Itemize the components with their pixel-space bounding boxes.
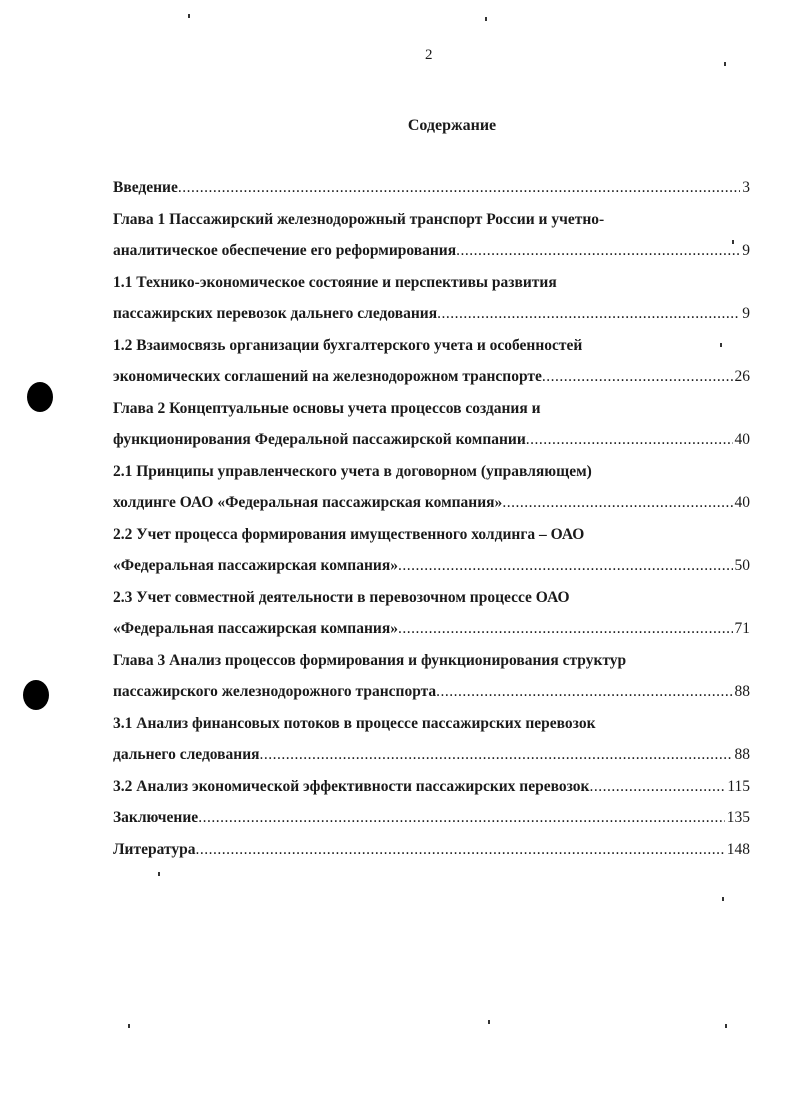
scan-speck (724, 62, 726, 66)
binder-hole (23, 680, 49, 710)
toc-page-number: 135 (726, 809, 750, 826)
toc-entry-text: Глава 2 Концептуальные основы учета процессов создания и (113, 399, 541, 417)
scan-speck (725, 1024, 727, 1028)
toc-entry-text: 3.2 Анализ экономической эффективности пассажирских перевозок (113, 777, 590, 795)
leader-dots (502, 487, 732, 519)
leader-dots (436, 676, 732, 708)
toc-page-number: 40 (734, 431, 750, 448)
toc-entry-text: Введение (113, 179, 178, 196)
scan-speck (188, 14, 190, 18)
toc-entry-text: 3.1 Анализ финансовых потоков в процессе пассажирских перевозок (113, 714, 596, 732)
toc-entry-text: экономических соглашений на железнодорожном транспорте (113, 368, 542, 385)
toc-page-number: 71 (734, 620, 750, 637)
toc-entry-conclusion[interactable] (113, 802, 750, 834)
toc-entry-text: 2.1 Принципы управленческого учета в договорном (управляющем) (113, 462, 592, 480)
toc-page-number: 40 (734, 494, 750, 511)
toc-page-number: 3 (742, 179, 750, 196)
toc-entry-text: пассажирского железнодорожного транспорта (113, 683, 437, 700)
toc-entry-section-3-1[interactable] (113, 708, 750, 771)
scan-speck (720, 343, 722, 347)
toc-entry-text: пассажирских перевозок дальнего следования (113, 305, 438, 322)
leader-dots (456, 235, 740, 267)
toc-entry-text: «Федеральная пассажирская компания» (113, 557, 398, 574)
toc-entry-section-2-1[interactable] (113, 456, 750, 519)
binder-hole (27, 382, 53, 412)
toc-page-number: 115 (727, 777, 750, 795)
leader-dots (589, 771, 725, 803)
toc-entry-text: 2.2 Учет процесса формирования имущественного холдинга – ОАО (113, 525, 585, 543)
toc-page-number: 50 (734, 557, 750, 574)
toc-entry-section-3-2[interactable] (113, 771, 750, 803)
toc-entry-chapter-1[interactable] (113, 204, 750, 267)
toc-entry-text: функционирования Федеральной пассажирской компании (113, 431, 526, 448)
toc-entry-text: дальнего следования (113, 746, 260, 763)
scan-speck (722, 897, 724, 901)
table-of-contents (113, 172, 750, 865)
scan-speck (485, 17, 487, 21)
toc-entry-literature[interactable] (113, 834, 750, 866)
toc-entry-section-1-1[interactable] (113, 267, 750, 330)
scan-speck (128, 1024, 130, 1028)
toc-entry-text: Заключение (113, 809, 199, 826)
toc-entry-section-2-3[interactable] (113, 582, 750, 645)
toc-entry-text: Литература (113, 840, 196, 858)
toc-page-number: 9 (742, 305, 750, 322)
leader-dots (398, 613, 733, 645)
toc-entry-text: Глава 3 Анализ процессов формирования и функционирования структур (113, 651, 627, 669)
toc-entry-section-2-2[interactable] (113, 519, 750, 582)
toc-entry-text: 1.2 Взаимосвязь организации бухгалтерского учета и особенностей (113, 336, 583, 354)
toc-entry-text: 1.1 Технико-экономическое состояние и перспективы развития (113, 273, 557, 291)
toc-entry-chapter-2[interactable] (113, 393, 750, 456)
page-number: 2 (425, 47, 433, 63)
toc-page-number: 88 (734, 746, 750, 763)
toc-entry-text: «Федеральная пассажирская компания» (113, 620, 398, 637)
leader-dots (178, 172, 740, 204)
leader-dots (260, 739, 733, 771)
leader-dots (526, 424, 733, 456)
toc-entry-chapter-3[interactable] (113, 645, 750, 708)
leader-dots (198, 802, 725, 834)
leader-dots (398, 550, 733, 582)
toc-entry-text: Глава 1 Пассажирский железнодорожный транспорт России и учетно- (113, 210, 605, 228)
toc-page-number: 148 (726, 840, 750, 858)
leader-dots (195, 834, 724, 866)
page-title: Содержание (407, 117, 497, 134)
scan-speck (488, 1020, 490, 1024)
toc-page-number: 9 (742, 242, 750, 259)
leader-dots (437, 298, 740, 330)
toc-entry-section-1-2[interactable] (113, 330, 750, 393)
scan-speck (158, 872, 160, 876)
scan-speck (732, 240, 734, 244)
toc-page-number: 88 (734, 683, 750, 700)
toc-entry-text: холдинге ОАО «Федеральная пассажирская компания» (113, 494, 503, 511)
toc-entry-text: 2.3 Учет совместной деятельности в перевозочном процессе ОАО (113, 588, 570, 606)
toc-entry-introduction[interactable] (113, 172, 750, 204)
leader-dots (542, 361, 733, 393)
toc-page-number: 26 (734, 368, 750, 385)
toc-entry-text: аналитическое обеспечение его реформирования (113, 242, 457, 259)
